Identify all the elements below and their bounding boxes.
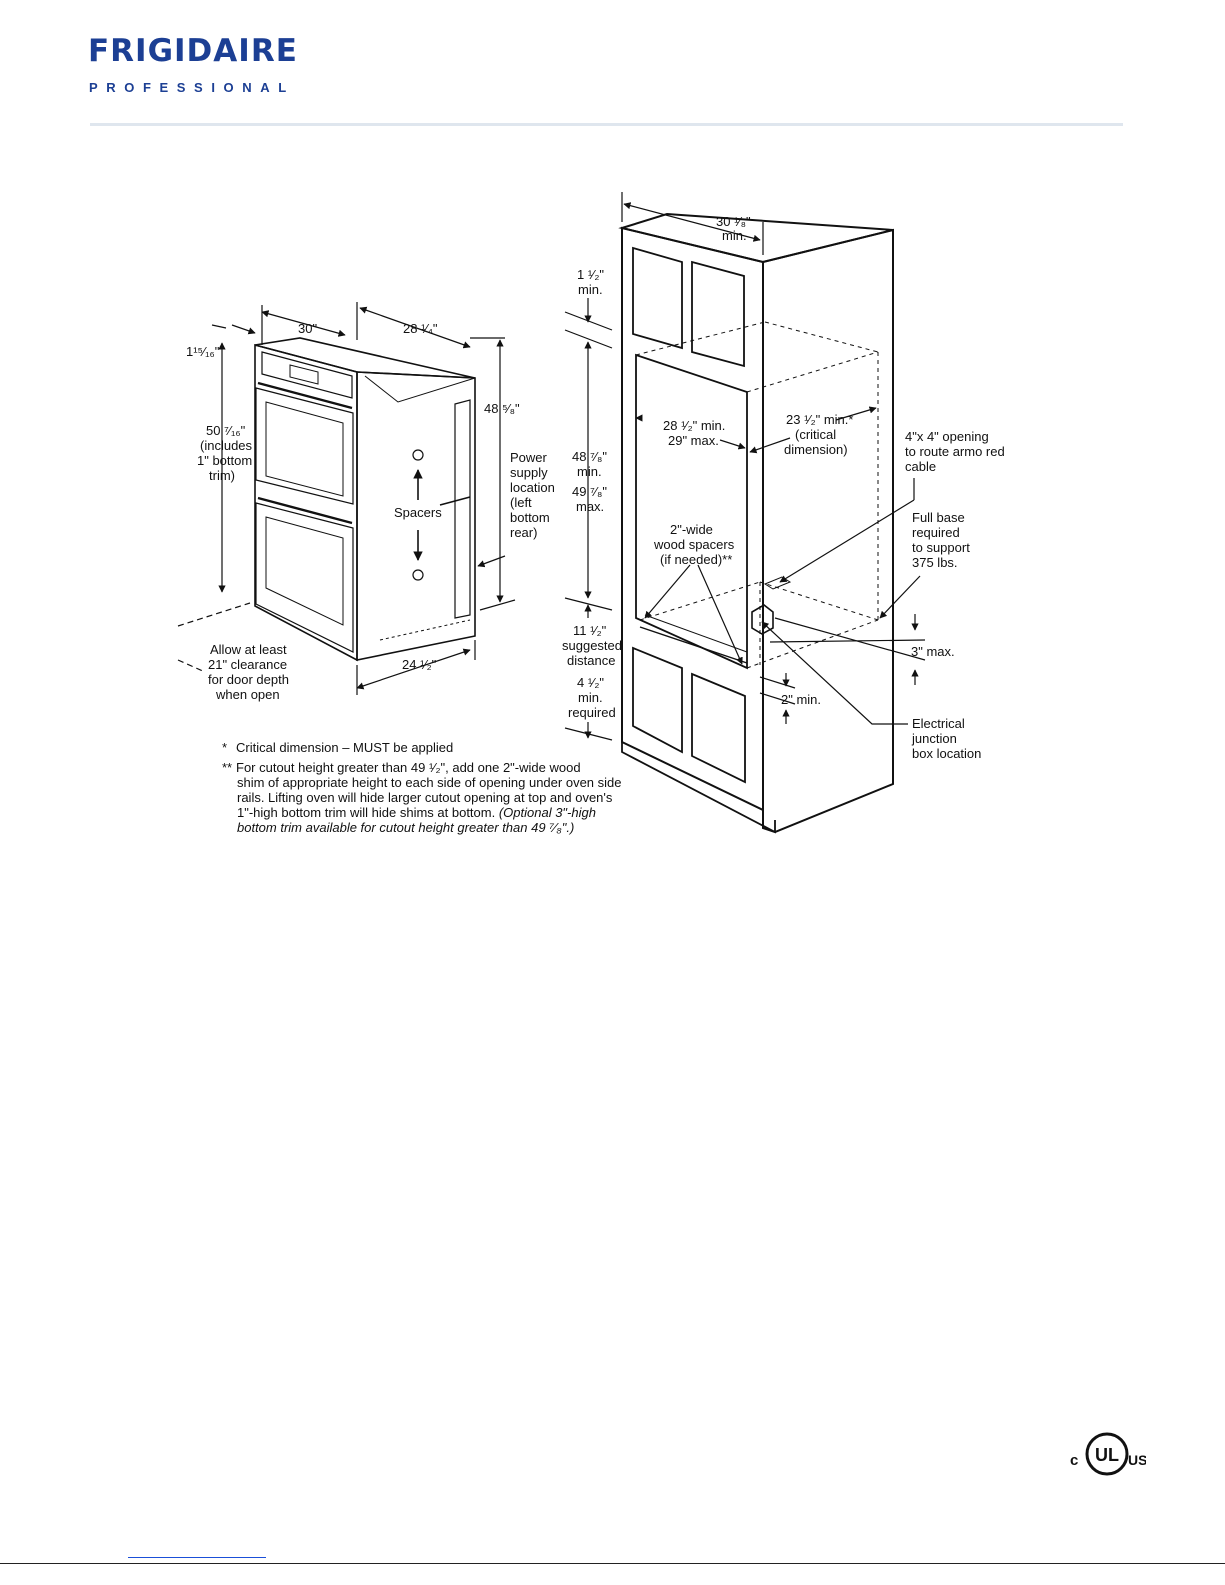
cabinet-side [763, 230, 893, 832]
cutout-height-max-value: 49 ⁷⁄₈" [572, 484, 607, 499]
footnote-cutout [222, 760, 622, 775]
oven-right-height-label: 48 ⁵⁄₈" [484, 401, 520, 416]
power-label-5: bottom [510, 510, 550, 525]
cutout-width-max: 29" max. [668, 433, 719, 448]
brand-name: FRIGIDAIRE [88, 33, 298, 69]
oven-height-note-1: (includes [200, 438, 253, 453]
ul-right-text: US [1128, 1452, 1146, 1468]
trim-depth-label: 1¹⁵⁄₁₆" [186, 344, 220, 359]
cutout-height-min-value: 48 ⁷⁄₈" [572, 449, 607, 464]
footnote-critical [222, 740, 622, 755]
footnote-italic-1: (Optional 3"-high [498, 805, 596, 820]
oven-height-note-3: trim) [209, 468, 235, 483]
clearance-label-1: Allow at least [210, 642, 287, 657]
footnotes [222, 740, 622, 835]
suggested-distance-value: 11 ¹⁄₂" [573, 623, 607, 638]
footnote-critical-text: Critical dimension – MUST be applied [236, 740, 454, 755]
cabinet-top [622, 214, 893, 262]
footnote-line-4-wrap [222, 805, 622, 820]
max-3-label: 3" max. [911, 644, 955, 659]
footnote-italic-2: bottom trim available for cutout height greater than 49 ⁷⁄₈".) [237, 820, 575, 835]
cabinet-width-min: min. [722, 228, 747, 243]
base-label-2: required [912, 525, 960, 540]
floor-gap-min: min. [578, 690, 603, 705]
junction-label-2: junction [912, 731, 957, 746]
brand-subtitle: PROFESSIONAL [89, 80, 295, 95]
suggested-distance-label-2: distance [567, 653, 616, 668]
cutout-height-min-label: min. [577, 464, 602, 479]
top-gap-label: 1 ¹⁄₂" [577, 267, 605, 282]
suggested-distance-label: suggested [562, 638, 622, 653]
cutout-height-max-label: max. [576, 499, 605, 514]
opening-label-2: to route armo red [905, 444, 1005, 459]
floor-gap-value: 4 ¹⁄₂" [577, 675, 605, 690]
footnote-line-2: shim of appropriate height to each side of opening under oven side [237, 775, 622, 790]
cutout-depth-note-2: dimension) [784, 442, 848, 457]
opening-label-1: 4"x 4" opening [905, 429, 989, 444]
spacers-label: Spacers [394, 505, 442, 520]
footer-rule [0, 1563, 1225, 1564]
footnote-italic-wrap [222, 820, 622, 835]
clearance-label-4: when open [216, 687, 280, 702]
cabinet-labels [562, 214, 1005, 761]
oven-depth-label: 28 ¹⁄₄" [403, 321, 438, 336]
oven-height-note-2: 1" bottom [197, 453, 253, 468]
lower-door [256, 503, 353, 652]
opening-label-3: cable [905, 459, 937, 474]
oven-drawing [255, 338, 475, 660]
cabinet-drawing [622, 214, 893, 832]
cabinet-width-label: 30 ¹⁄₈" [716, 214, 751, 229]
cutout-depth-min: 23 ¹⁄₂" min.* [786, 412, 854, 427]
clearance-label-2: 21" clearance [208, 657, 288, 672]
spacer-label-3: (if needed)** [660, 552, 733, 567]
power-label-6: rear) [510, 525, 538, 540]
junction-label-1: Electrical [912, 716, 965, 731]
ul-certification-mark [1066, 1430, 1146, 1485]
bottom-depth-label: 24 ¹⁄₂" [402, 657, 437, 672]
floor-gap-required: required [568, 705, 616, 720]
base-label-1: Full base [912, 510, 965, 525]
ul-left-text: c [1070, 1452, 1079, 1469]
spacer-label-1: 2"-wide [670, 522, 713, 537]
footnote-star-2: ** [222, 760, 233, 775]
oven-width-label: 30" [298, 321, 318, 336]
min-2-label: 2" min. [781, 692, 822, 707]
ul-mark-text: UL [1095, 1445, 1119, 1465]
footer-link-underline[interactable] [128, 1557, 266, 1558]
base-label-3: to support [912, 540, 970, 555]
footnote-line-3: rails. Lifting oven will hide larger cutout opening at top and oven's [237, 790, 613, 805]
clearance-label-3: for door depth [208, 672, 289, 687]
spacer-label-2: wood spacers [654, 537, 735, 552]
footnote-line-1: For cutout height greater than 49 ¹⁄₂", add one 2"-wide wood [236, 760, 581, 775]
cutout-width-min: 28 ¹⁄₂" min. [663, 418, 726, 433]
junction-label-3: box location [912, 746, 982, 761]
footnote-star-1: * [222, 740, 228, 755]
power-label-2: supply [510, 465, 548, 480]
cutout-opening [636, 355, 747, 668]
oven-height-label: 50 ⁷⁄₁₆" [206, 423, 246, 438]
top-gap-min: min. [578, 282, 603, 297]
cutout-depth-note: (critical [795, 427, 837, 442]
power-label-3: location [510, 480, 555, 495]
power-label-4: (left [510, 495, 532, 510]
power-label-1: Power [510, 450, 547, 465]
base-label-4: 375 lbs. [912, 555, 958, 570]
footnote-line-4: 1"-high bottom trim will hide shims at bottom. [237, 805, 496, 820]
